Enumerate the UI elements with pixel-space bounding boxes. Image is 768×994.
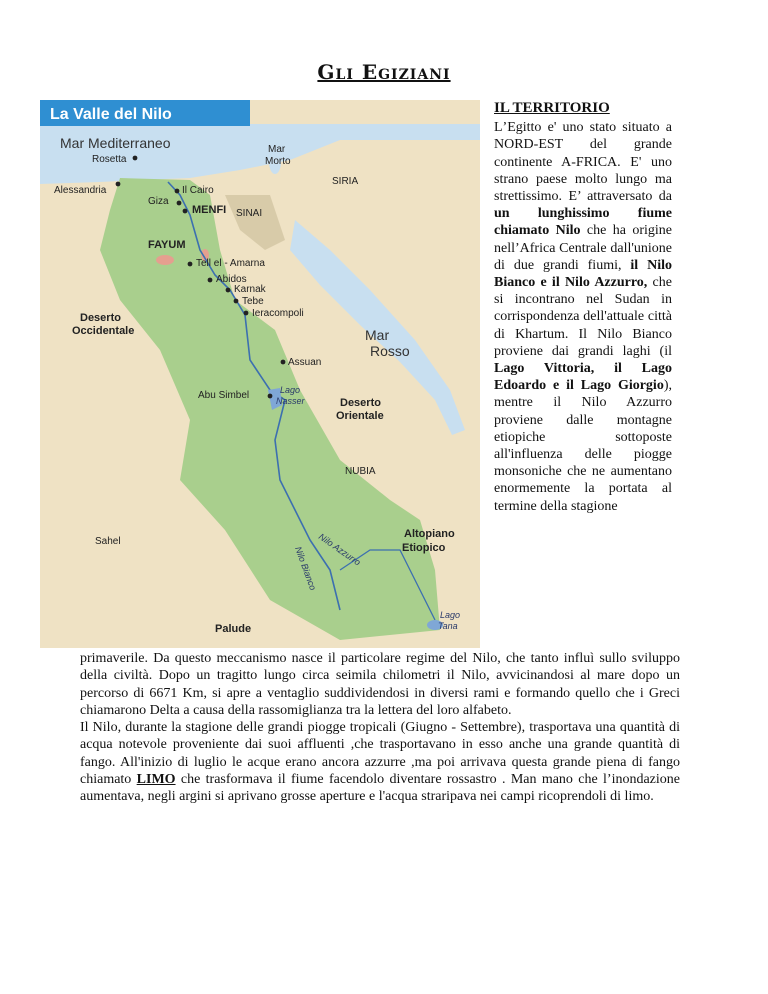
territory-text-4: ), mentre il Nilo Azzurro proviene dalle montagne etiopiche sottoposte all'influenza delle piogge monsoniche che ne aumentano enormemente la portata al termine della stagione	[494, 378, 672, 514]
dot-giza	[177, 201, 182, 206]
nile-valley-map	[40, 100, 480, 648]
label-mar-morto-1: Mar	[268, 144, 286, 155]
body-paragraph-1: primaverile. Da questo meccanismo nasce il particolare regime del Nilo, che tanto influì sullo sviluppo della civiltà. Dopo un tragitto lungo circa seimila chilometri il Nilo, avvicinandosi al mare dopo un percorso di 6671 Km, si apre a ventaglio suddividendosi in diversi rami e formando quello che i Greci chiamarono Delta a causa della rassomiglianza tra la lettera del loro alfabeto.	[80, 651, 680, 718]
label-deserto-occidentale-2: Occidentale	[72, 325, 135, 337]
label-sinai: SINAI	[236, 208, 263, 219]
body-paragraph-2	[80, 719, 680, 805]
label-il-cairo: Il Cairo	[182, 185, 214, 196]
territory-bold-3: Lago Vittoria, il Lago Edoardo e il Lago Giorgio	[494, 361, 672, 394]
label-mar-rosso-2: Rosso	[370, 343, 410, 359]
body-text-2c: che trasformava il fiume facendolo diventare rossastro . Man mano che l’inondazione aumentava, negli argini si aprivano grosse aperture e l'acqua straripava nei campi ricoprendoli di limo.	[80, 772, 681, 805]
page-title: Gli Egiziani	[317, 60, 451, 84]
territory-text-3: che si incontrano nel Sudan in corrispondenza dell'attuale città di Khartum. Il Nilo Bianco proviene dai grandi laghi (il	[494, 275, 672, 359]
label-abu-simbel: Abu Simbel	[198, 390, 250, 401]
label-siria: SIRIA	[332, 176, 359, 187]
label-altopiano-2: Etiopico	[402, 542, 446, 554]
dot-cairo	[175, 189, 180, 194]
main-body-text	[80, 650, 680, 806]
fayum-lake	[156, 255, 174, 265]
dot-tebe	[234, 299, 239, 304]
label-karnak: Karnak	[234, 284, 266, 295]
limo-term: LIMO	[136, 772, 176, 788]
territory-paragraph	[494, 119, 672, 515]
dot-alessandria	[116, 182, 121, 187]
map-graphic	[40, 100, 480, 648]
territory-column	[494, 100, 672, 515]
label-deserto-orientale-1: Deserto	[340, 397, 381, 409]
label-sahel: Sahel	[95, 536, 121, 547]
body-text-2a: Il Nilo, durante la stagione delle grandi piogge tropicali (Giugno - Settembre), trasportava una quantità di acqua notevole proveniente dai suoi affluenti ,che trasportavano in esso anche una grande quantità di fango. All'inizio di luglio le acque erano ancora azzurre ,ma poi arrivava questa grande piena di fango chiamato	[80, 720, 680, 788]
dot-ieracompoli	[244, 311, 249, 316]
label-nilo-azzurro: Nilo Azzurro	[316, 531, 363, 568]
label-deserto-occidentale-1: Deserto	[80, 312, 121, 324]
label-fayum: FAYUM	[148, 239, 186, 251]
dot-amarna	[188, 262, 193, 267]
label-nubia: NUBIA	[345, 466, 376, 477]
dot-assuan	[281, 360, 286, 365]
label-alessandria: Alessandria	[54, 185, 107, 196]
label-altopiano-1: Altopiano	[404, 528, 455, 540]
dot-abu-simbel	[268, 394, 273, 399]
label-tebe: Tebe	[242, 296, 264, 307]
label-mar-rosso-1: Mar	[365, 327, 390, 343]
dot-rosetta	[133, 156, 138, 161]
territory-text-1: LʼEgitto e' uno stato situato a NORD-EST del grande continente A-FRICA. E' uno strano paese molto lungo ma strettissimo. E’ attraversato da	[494, 120, 672, 205]
label-lago-nasser-2: Nasser	[276, 396, 305, 406]
label-assuan: Assuan	[288, 357, 322, 368]
label-abidos: Abidos	[216, 274, 247, 285]
label-menfi: MENFI	[192, 204, 227, 216]
label-nilo-bianco: Nilo Bianco	[293, 545, 319, 592]
label-lago-tana-1: Lago	[440, 610, 461, 620]
label-giza: Giza	[148, 196, 169, 207]
label-ieracompoli: Ieracompoli	[252, 308, 304, 319]
label-palude: Palude	[215, 623, 252, 635]
territory-text-2: che ha origine nell’Africa Centrale dall'unione di due grandi fiumi,	[494, 223, 673, 273]
label-lago-nasser-1: Lago	[280, 385, 301, 395]
label-tell-el-amarna: Tell el - Amarna	[196, 258, 265, 269]
dot-abidos	[208, 278, 213, 283]
label-lago-tana-2: Tana	[438, 621, 458, 631]
territory-bold-2: il Nilo Bianco e il Nilo Azzurro,	[494, 257, 673, 291]
label-mar-mediterraneo: Mar Mediterraneo	[60, 135, 171, 151]
label-mar-morto-2: Morto	[265, 156, 291, 167]
map-banner-title: La Valle del Nilo	[50, 106, 172, 123]
label-rosetta: Rosetta	[92, 154, 127, 165]
label-deserto-orientale-2: Orientale	[336, 410, 384, 422]
territory-bold-1: un lunghissimo fiume chiamato Nilo	[494, 206, 672, 239]
dot-menfi	[183, 209, 188, 214]
dot-karnak	[226, 288, 231, 293]
territory-heading: IL TERRITORIO	[494, 100, 610, 116]
